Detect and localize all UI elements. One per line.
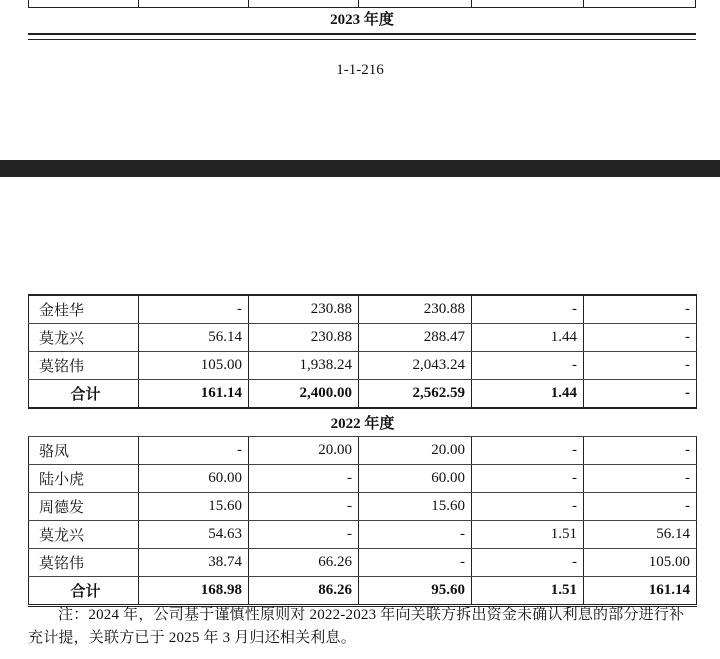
value-cell: 60.00 (139, 465, 249, 493)
value-cell: 105.00 (584, 549, 697, 577)
previous-page-table-fragment (28, 0, 696, 40)
current-page (0, 177, 720, 659)
value-cell: 1.51 (472, 521, 584, 549)
table-row (29, 352, 697, 380)
value-cell: - (249, 521, 359, 549)
value-cell: 161.14 (139, 380, 249, 409)
table-row (29, 521, 697, 549)
table-cell-borders (28, 0, 696, 8)
value-cell: - (584, 352, 697, 380)
row-label: 莫铭伟 (29, 352, 139, 380)
row-label: 周德发 (29, 493, 139, 521)
year-section-header (29, 408, 697, 437)
value-cell: 1,938.24 (249, 352, 359, 380)
row-label: 合计 (29, 577, 139, 606)
value-cell: 95.60 (359, 577, 472, 606)
page-number: 1-1-216 (336, 62, 384, 78)
footnote: 注：2024 年，公司基于谨慎性原则对 2022-2023 年向关联方拆出资金未确认利息的部分进行补充计提，关联方已于 2025 年 3 月归还相关利息。 (28, 607, 685, 646)
previous-page (0, 0, 720, 160)
table-row (29, 549, 697, 577)
value-cell: 56.14 (584, 521, 697, 549)
table-row (29, 493, 697, 521)
row-label: 莫铭伟 (29, 549, 139, 577)
value-cell: 38.74 (139, 549, 249, 577)
value-cell: 15.60 (359, 493, 472, 521)
value-cell: 1.51 (472, 577, 584, 606)
value-cell: - (359, 549, 472, 577)
table-row (29, 295, 697, 324)
value-cell: - (584, 380, 697, 409)
value-cell: 60.00 (359, 465, 472, 493)
page-divider (0, 160, 720, 177)
value-cell: 1.44 (472, 380, 584, 409)
row-label: 金桂华 (29, 295, 139, 324)
total-row (29, 577, 697, 606)
value-cell: - (139, 295, 249, 324)
row-label: 莫龙兴 (29, 521, 139, 549)
value-cell: 86.26 (249, 577, 359, 606)
row-label: 合计 (29, 380, 139, 409)
table-row (29, 437, 697, 465)
value-cell: 2,400.00 (249, 380, 359, 409)
value-cell: - (472, 352, 584, 380)
value-cell: 288.47 (359, 324, 472, 352)
value-cell: 230.88 (249, 295, 359, 324)
related-party-loan-table (28, 294, 697, 607)
value-cell: 2,043.24 (359, 352, 472, 380)
value-cell: 56.14 (139, 324, 249, 352)
row-label: 陆小虎 (29, 465, 139, 493)
value-cell: - (584, 295, 697, 324)
value-cell: - (249, 493, 359, 521)
value-cell: 161.14 (584, 577, 697, 606)
value-cell: - (249, 465, 359, 493)
row-label: 莫龙兴 (29, 324, 139, 352)
value-cell: 20.00 (359, 437, 472, 465)
value-cell: - (472, 549, 584, 577)
value-cell: - (472, 437, 584, 465)
value-cell: 2,562.59 (359, 380, 472, 409)
value-cell: - (472, 465, 584, 493)
value-cell: 66.26 (249, 549, 359, 577)
value-cell: 168.98 (139, 577, 249, 606)
value-cell: 15.60 (139, 493, 249, 521)
value-cell: - (584, 465, 697, 493)
value-cell: 54.63 (139, 521, 249, 549)
year-section-header-2023: 2023 年度 (330, 12, 394, 28)
value-cell: - (139, 437, 249, 465)
value-cell: 230.88 (249, 324, 359, 352)
value-cell: - (584, 324, 697, 352)
value-cell: - (472, 295, 584, 324)
value-cell: - (472, 493, 584, 521)
total-row (29, 380, 697, 409)
table-row (29, 324, 697, 352)
value-cell: 1.44 (472, 324, 584, 352)
table-row (29, 465, 697, 493)
value-cell: 105.00 (139, 352, 249, 380)
value-cell: - (359, 521, 472, 549)
value-cell: 20.00 (249, 437, 359, 465)
value-cell: 230.88 (359, 295, 472, 324)
row-label: 骆凤 (29, 437, 139, 465)
value-cell: - (584, 493, 697, 521)
year-label: 2022 年度 (29, 408, 697, 437)
table-bottom-border (28, 33, 696, 40)
value-cell: - (584, 437, 697, 465)
